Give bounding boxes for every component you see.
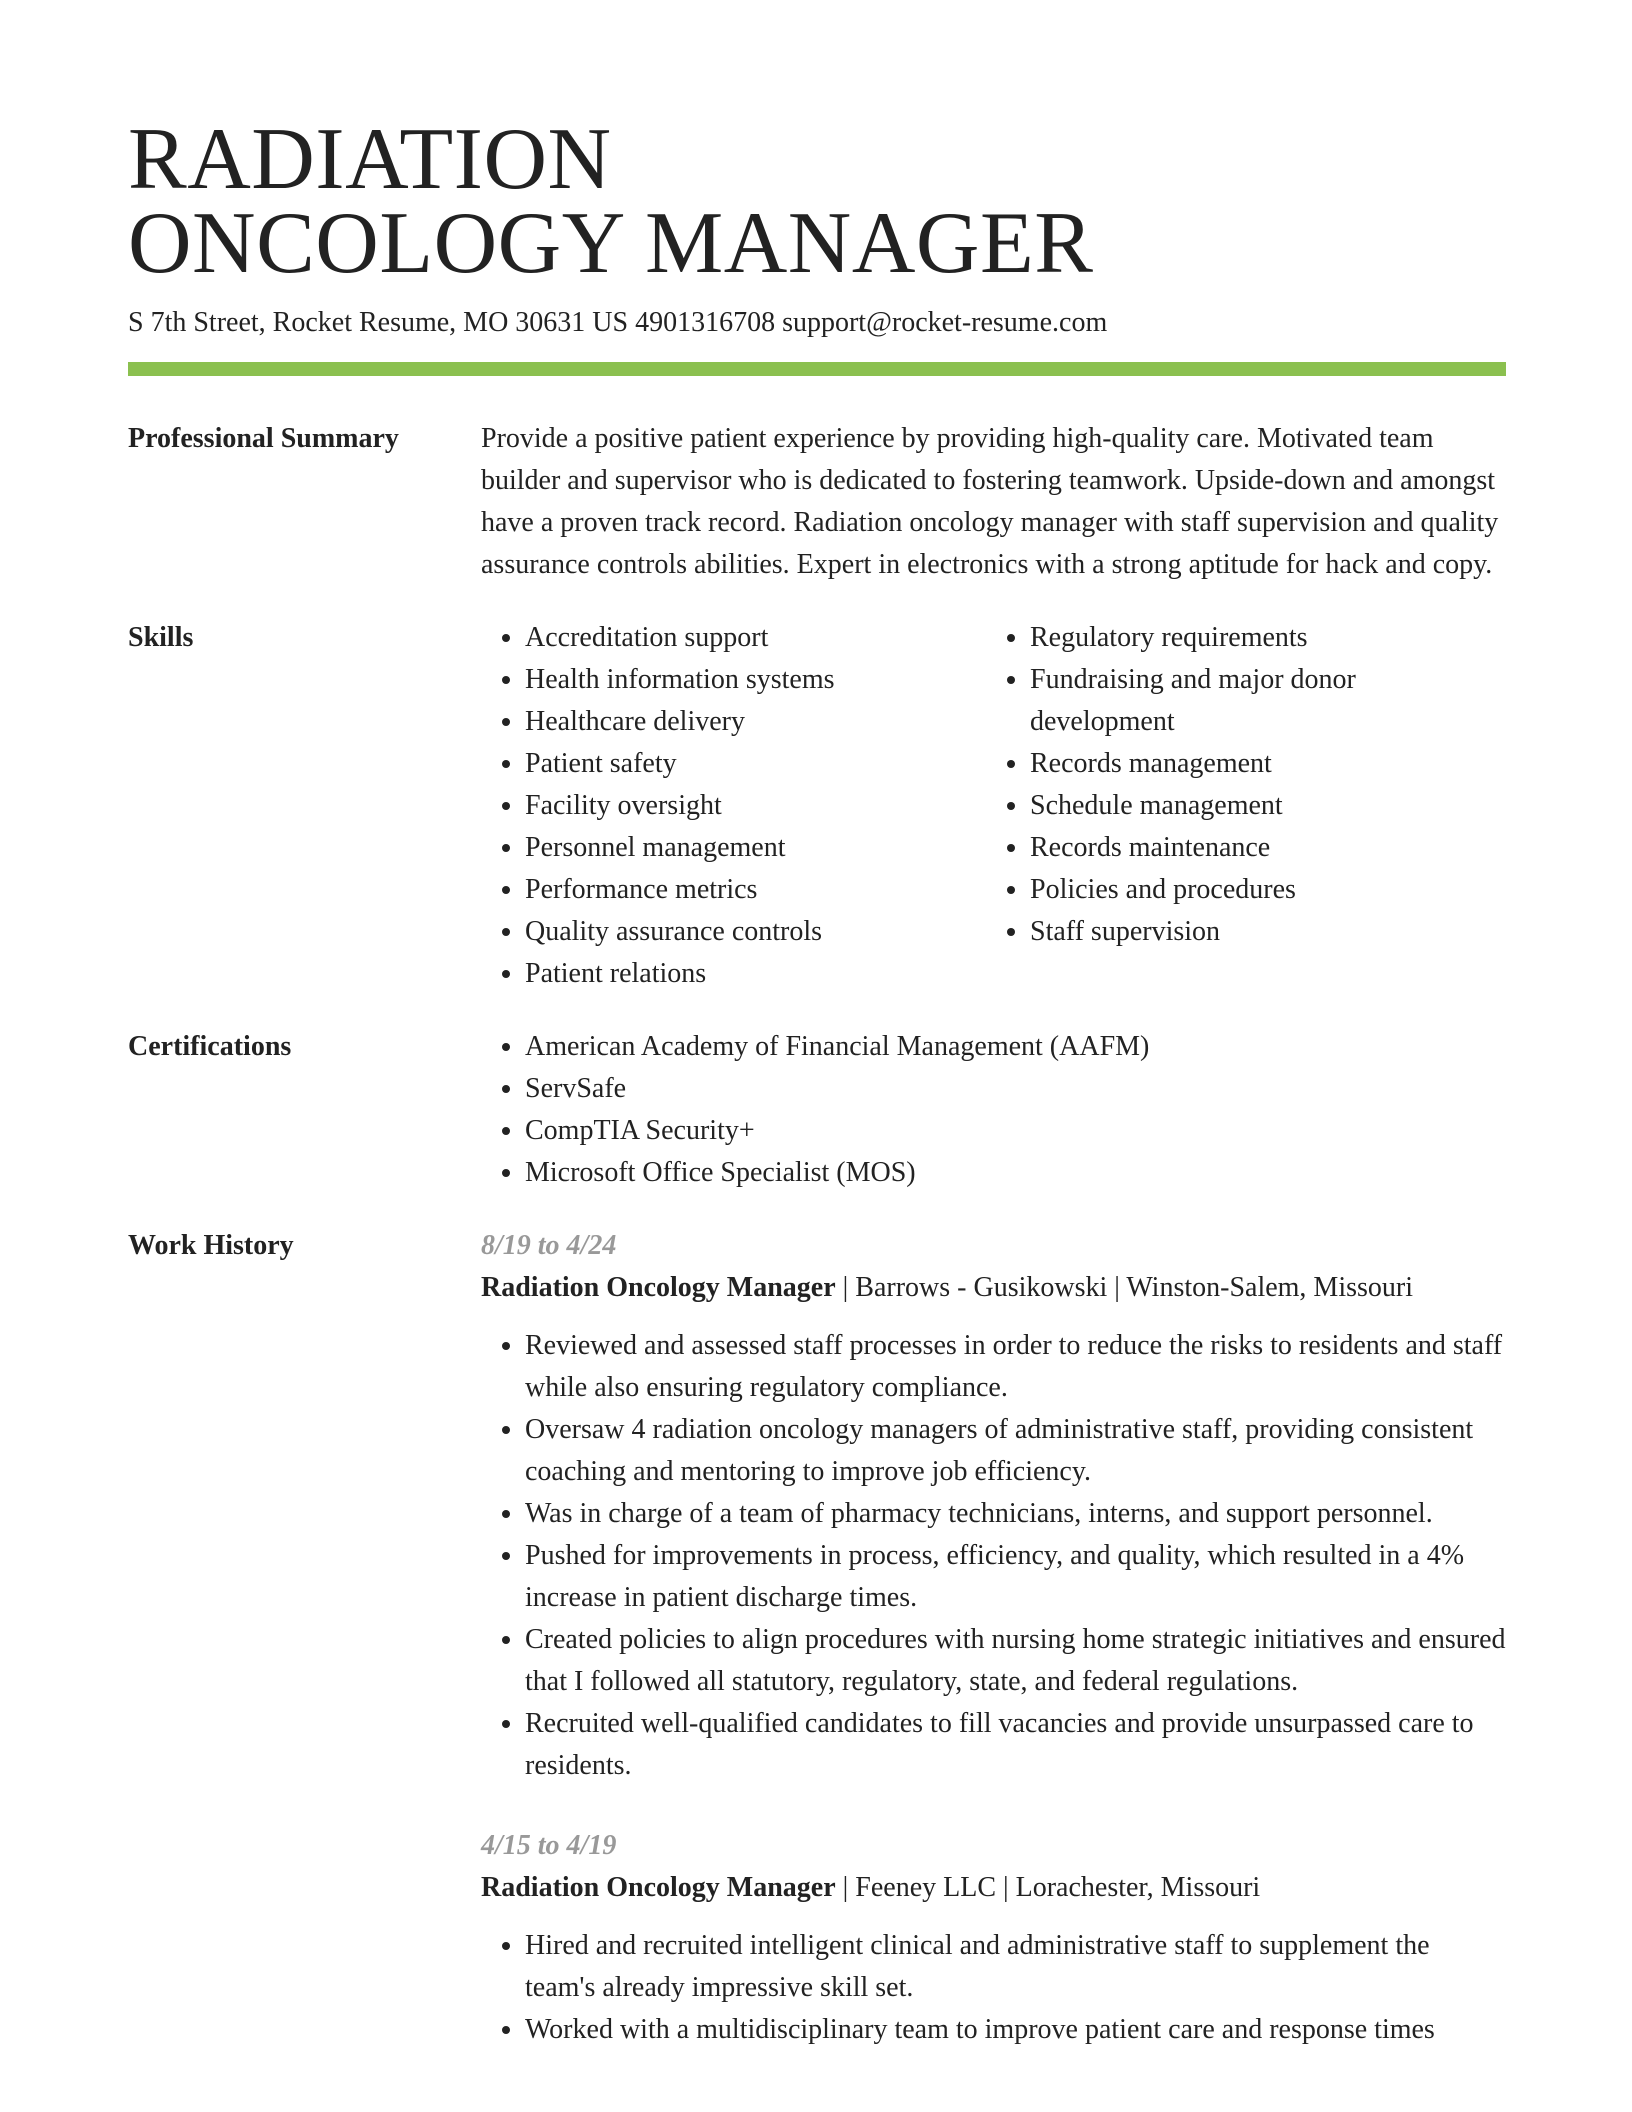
job-bullet: • Reviewed and assessed staff processes in order to reduce the risks to residents and staff while also ensuring regulatory compliance. [525,1325,1506,1409]
skill-item: • Patient safety [525,743,986,785]
resume-header [128,111,1506,376]
certification-item: • Microsoft Office Specialist (MOS) [525,1152,1506,1194]
skill-item: • Patient relations [525,953,986,995]
accent-divider [128,362,1506,376]
certifications-section [128,1026,1506,1194]
job-bullet: • Recruited well-qualified candidates to fill vacancies and provide unsurpassed care to residents. [525,1703,1506,1787]
skills-column-right [986,617,1506,995]
skills-column-left [481,617,986,995]
summary-text: Provide a positive patient experience by providing high-quality care. Motivated team builder and supervisor who is dedicated to fostering teamwork. Upside-down and amongst have a proven track record. Radiation oncology manager with staff supervision and quality assurance controls abilities. Expert in electronics with a strong aptitude for hack and copy. [481,423,1499,580]
skills-section [128,617,1506,995]
certifications-heading: Certifications [128,1031,292,1062]
certification-item: • American Academy of Financial Management (AAFM) [525,1026,1506,1068]
work-history-body [481,1225,1506,2051]
skills-list-left [481,617,986,995]
contact-info: S 7th Street, Rocket Resume, MO 30631 US 4901316708 support@rocket-resume.com [128,307,1108,338]
job-dates: 4/15 to 4/19 [481,1830,617,1861]
skills-body [481,617,1506,995]
job-employer-location: | Barrows - Gusikowski | Winston-Salem, Missouri [835,1272,1414,1303]
summary-heading: Professional Summary [128,423,399,454]
job-title-line [481,1267,1506,1309]
name-line-2: ONCOLOGY MANAGER [128,195,1094,292]
skill-item: • Records management [1030,743,1506,785]
job-bullet: • Hired and recruited intelligent clinical and administrative staff to supplement the team's already impressive skill set. [525,1925,1506,2009]
skill-item: • Fundraising and major donor development [1030,659,1506,743]
skill-item: • Accreditation support [525,617,986,659]
job-dates: 8/19 to 4/24 [481,1230,617,1261]
job-bullet: • Oversaw 4 radiation oncology managers of administrative staff, providing consistent coaching and mentoring to improve job efficiency. [525,1409,1506,1493]
skill-item: • Personnel management [525,827,986,869]
job-bullet: • Created policies to align procedures with nursing home strategic initiatives and ensured that I followed all statutory, regulatory, state, and federal regulations. [525,1619,1506,1703]
skill-item: • Performance metrics [525,869,986,911]
work-history-heading: Work History [128,1230,294,1261]
certifications-body [481,1026,1506,1194]
skill-item: • Health information systems [525,659,986,701]
skills-heading: Skills [128,622,194,653]
job-employer-location: | Feeney LLC | Lorachester, Missouri [835,1872,1261,1903]
work-history-section [128,1225,1506,2051]
skill-item: • Policies and procedures [1030,869,1506,911]
skill-item: • Quality assurance controls [525,911,986,953]
skill-item: • Regulatory requirements [1030,617,1506,659]
job-bullet-list [481,1325,1506,1787]
resume-content [128,418,1506,2051]
skill-item: • Healthcare delivery [525,701,986,743]
job-bullet: • Pushed for improvements in process, efficiency, and quality, which resulted in a 4% increase in patient discharge times. [525,1535,1506,1619]
certification-item: • CompTIA Security+ [525,1110,1506,1152]
job-bullet-list [481,1925,1506,2051]
skill-item: • Records maintenance [1030,827,1506,869]
job-entry [481,1825,1506,2051]
summary-section [128,418,1506,586]
job-bullet: • Was in charge of a team of pharmacy technicians, interns, and support personnel. [525,1493,1506,1535]
certification-item: • ServSafe [525,1068,1506,1110]
skills-list-right [986,617,1506,953]
name-line-1: RADIATION [128,111,612,208]
summary-body [481,418,1506,586]
job-entry [481,1225,1506,1787]
certifications-list [481,1026,1506,1194]
resume-page [128,111,1506,2051]
job-title-line [481,1867,1506,1909]
skill-item: • Schedule management [1030,785,1506,827]
job-title: Radiation Oncology Manager [481,1272,836,1303]
skill-item: • Facility oversight [525,785,986,827]
job-title: Radiation Oncology Manager [481,1872,836,1903]
job-bullet: • Worked with a multidisciplinary team to improve patient care and response times [525,2009,1506,2051]
skill-item: • Staff supervision [1030,911,1506,953]
